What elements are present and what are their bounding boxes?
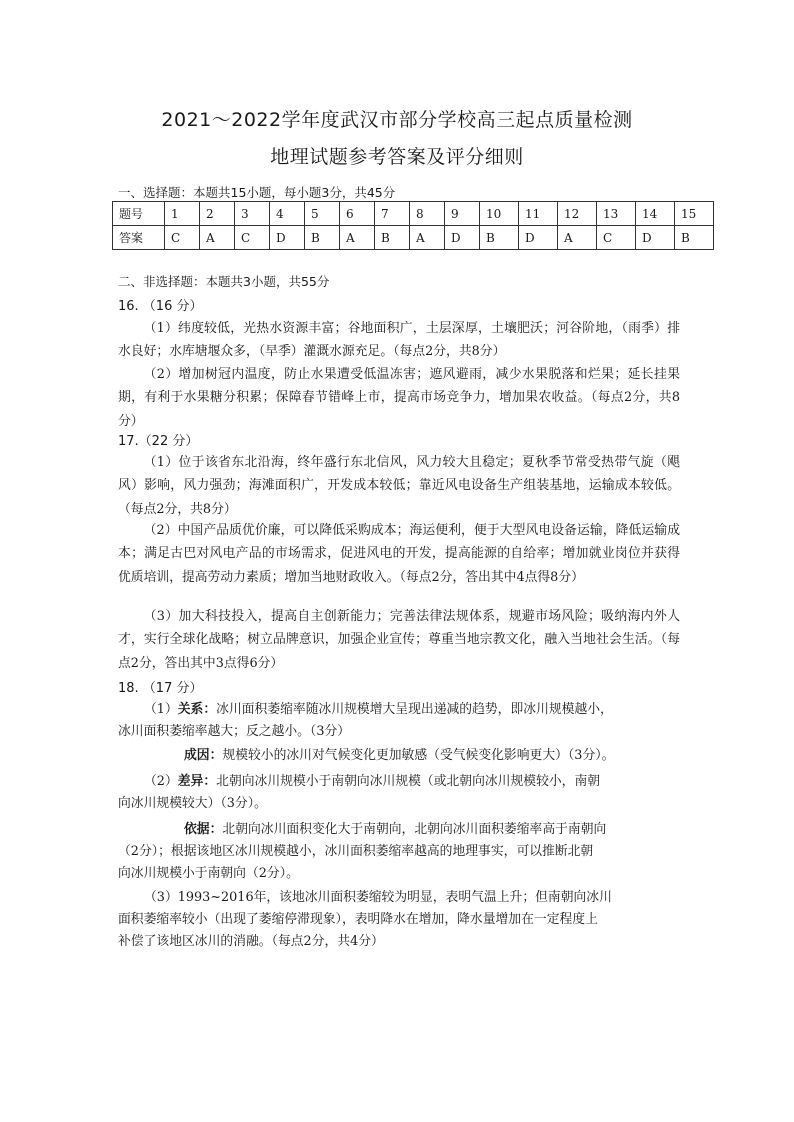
question-number: 11 <box>519 202 558 226</box>
question-number: 7 <box>375 202 410 226</box>
question-17-heading: 17.（22 分） <box>118 434 199 449</box>
q17-answer-3: （3）加大科技投入，提高自主创新能力；完善法律法规体系，规避市场风险；吸纳海内外人才，实行全球化战略；树立品牌意识，加强企业宣传；尊重当地宗教文化，融入当地社会生活。（每点2分，答出其中3点得6分） <box>118 609 680 671</box>
answer-cell: A <box>200 226 235 250</box>
question-number: 8 <box>410 202 445 226</box>
question-number: 2 <box>200 202 235 226</box>
q18-basis-label: 依据： <box>184 822 223 837</box>
q18-cause-label: 成因： <box>184 748 223 763</box>
q16-answer-2: （2）增加树冠内温度，防止水果遭受低温冻害；遮风避雨，减少水果脱落和烂果；延长挂果期，有利于水果糖分积累；保障春节错峰上市，提高市场竞争力，增加果农收益。（每点2分，共8分） <box>118 367 680 429</box>
q18-line-6 <box>118 819 749 841</box>
row-header-question: 题号 <box>113 202 165 226</box>
answer-cell: B <box>375 226 410 250</box>
q18-line-3 <box>118 745 749 767</box>
answer-cell: D <box>270 226 305 250</box>
q17-answer-2: （2）中国产品质优价廉，可以降低采购成本；海运便利，便于大型风电设备运输，降低运输成本；满足古巴对风电产品的市场需求，促进风电的开发，提高能源的自给率；增加就业岗位并获得优质培训，提高劳动力素质；增加当地财政收入。（每点2分，答出其中4点得8分） <box>118 523 680 585</box>
question-number-row <box>113 202 714 226</box>
q18-relation-text: 冰川面积萎缩率随冰川规模增大呈现出递减的趋势，即冰川规模越小， <box>216 702 613 717</box>
answer-cell: C <box>165 226 200 250</box>
q18-line-11: 补偿了该地区冰川的消融。（每点2分，共4分） <box>118 934 384 949</box>
q16-answer-1: （1）纬度较低，光热水资源丰富；谷地面积广，土层深厚，土壤肥沃；河谷阶地，（雨季）排水良好；水库塘堰众多，（早季）灌溉水源充足。（每点2分，共8分） <box>118 321 680 360</box>
q18-line-2: 冰川面积萎缩率越大；反之越小。（3分） <box>118 724 351 739</box>
answer-cell: B <box>675 226 714 250</box>
answer-cell: C <box>597 226 636 250</box>
q18-part-label: （2） <box>144 774 178 789</box>
question-number: 13 <box>597 202 636 226</box>
page-subtitle: 地理试题参考答案及评分细则 <box>270 146 524 168</box>
q17-answer-1: （1）位于该省东北沿海，终年盛行东北信风，风力较大且稳定；夏秋季节常受热带气旋（飓风）影响，风力强劲；海滩面积广，开发成本较低；靠近风电设备生产组装基地，运输成本较低。（每点2分，共8分） <box>118 455 680 517</box>
question-number: 4 <box>270 202 305 226</box>
q18-relation-label: 关系： <box>177 702 217 717</box>
q18-line-4 <box>118 771 709 793</box>
answer-cell: D <box>636 226 675 250</box>
question-number: 5 <box>305 202 340 226</box>
q18-line-8: 向冰川规模小于南朝向（2分）。 <box>118 866 299 881</box>
answer-cell: B <box>480 226 519 250</box>
q18-line-1 <box>118 699 709 721</box>
question-number: 15 <box>675 202 714 226</box>
answer-cell: D <box>519 226 558 250</box>
q18-cause-text: 规模较小的冰川对气候变化更加敏感（受气候变化影响更大）（3分）。 <box>222 748 615 763</box>
answer-table <box>112 201 714 250</box>
question-number: 10 <box>480 202 519 226</box>
question-number: 9 <box>445 202 480 226</box>
row-header-answer: 答案 <box>113 226 165 250</box>
q18-line-9: （3）1993~2016年，该地冰川面积萎缩较为明显，表明气温上升；但南朝向冰川 <box>144 890 612 905</box>
answer-cell: A <box>340 226 375 250</box>
q18-part-label: （1） <box>144 702 178 717</box>
question-18-heading: 18. （17 分） <box>118 681 203 696</box>
question-number: 3 <box>235 202 270 226</box>
section2-heading: 二、非选择题：本题共3小题，共55分 <box>118 274 330 289</box>
question-number: 12 <box>558 202 597 226</box>
question-number: 1 <box>165 202 200 226</box>
answer-cell: D <box>445 226 480 250</box>
q18-difference-label: 差异： <box>177 774 217 789</box>
question-number: 6 <box>340 202 375 226</box>
q18-line-7: （2分）；根据该地区冰川规模越小，冰川面积萎缩率越高的地理事实，可以推断北朝 <box>118 844 594 859</box>
answer-cell: A <box>410 226 445 250</box>
answer-cell: C <box>235 226 270 250</box>
question-16-heading: 16. （16 分） <box>118 299 203 314</box>
q18-line-5: 向冰川规模较大）（3分）。 <box>118 796 267 811</box>
answer-cell: B <box>305 226 340 250</box>
page-title: 2021～2022学年度武汉市部分学校高三起点质量检测 <box>161 109 633 131</box>
q18-line-10: 面积萎缩率较小（出现了萎缩停滞现象），表明降水在增加，降水量增加在一定程度上 <box>118 912 598 927</box>
answer-row <box>113 226 714 250</box>
section1-heading: 一、选择题：本题共15小题，每小题3分，共45分 <box>118 185 396 200</box>
answer-cell: A <box>558 226 597 250</box>
question-number: 14 <box>636 202 675 226</box>
q18-difference-text: 北朝向冰川规模小于南朝向冰川规模（或北朝向冰川规模较小，南朝 <box>216 774 601 789</box>
q18-basis-text: 北朝向冰川面积变化大于南朝向，北朝向冰川面积萎缩率高于南朝向 <box>222 822 607 837</box>
